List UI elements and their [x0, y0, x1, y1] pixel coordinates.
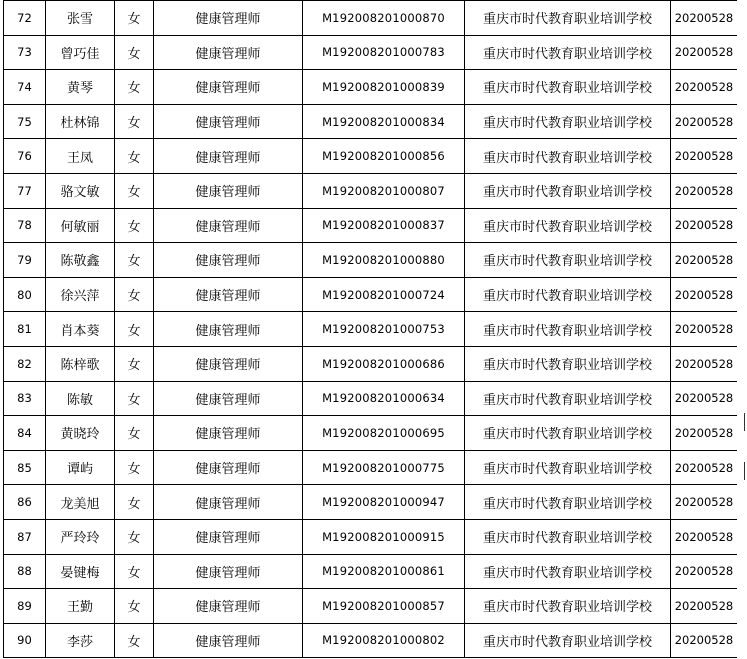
cell-number: 72 [4, 1, 46, 36]
table-row [4, 243, 738, 278]
cell-gender: 女 [115, 346, 154, 381]
page-edge [737, 0, 747, 659]
cell-certificate-number: M192008201000783 [303, 35, 465, 70]
cell-name: 王勤 [46, 589, 115, 624]
cell-occupation: 健康管理师 [154, 416, 303, 451]
cell-training-school: 重庆市时代教育职业培训学校 [465, 173, 671, 208]
cell-name: 严玲玲 [46, 519, 115, 554]
cell-training-school: 重庆市时代教育职业培训学校 [465, 589, 671, 624]
cell-occupation: 健康管理师 [154, 104, 303, 139]
cell-gender: 女 [115, 589, 154, 624]
cell-certificate-number: M192008201000686 [303, 346, 465, 381]
cell-certificate-number: M192008201000724 [303, 277, 465, 312]
cell-date: 20200528 [671, 277, 738, 312]
cell-number: 84 [4, 416, 46, 451]
roster-table [3, 0, 738, 658]
cell-gender: 女 [115, 485, 154, 520]
table-row [4, 277, 738, 312]
cell-certificate-number: M192008201000856 [303, 139, 465, 174]
cell-name: 陈敏 [46, 381, 115, 416]
edge-mark [744, 462, 745, 480]
table-row [4, 70, 738, 105]
cell-date: 20200528 [671, 485, 738, 520]
table-row [4, 416, 738, 451]
table-row [4, 450, 738, 485]
cell-number: 76 [4, 139, 46, 174]
cell-certificate-number: M192008201000861 [303, 554, 465, 589]
cell-number: 75 [4, 104, 46, 139]
cell-occupation: 健康管理师 [154, 623, 303, 658]
cell-number: 73 [4, 35, 46, 70]
cell-number: 85 [4, 450, 46, 485]
cell-number: 74 [4, 70, 46, 105]
table-row [4, 623, 738, 658]
cell-certificate-number: M192008201000634 [303, 381, 465, 416]
cell-date: 20200528 [671, 70, 738, 105]
cell-training-school: 重庆市时代教育职业培训学校 [465, 312, 671, 347]
cell-date: 20200528 [671, 623, 738, 658]
cell-certificate-number: M192008201000857 [303, 589, 465, 624]
cell-certificate-number: M192008201000870 [303, 1, 465, 36]
cell-training-school: 重庆市时代教育职业培训学校 [465, 243, 671, 278]
cell-training-school: 重庆市时代教育职业培训学校 [465, 139, 671, 174]
cell-certificate-number: M192008201000775 [303, 450, 465, 485]
cell-certificate-number: M192008201000915 [303, 519, 465, 554]
cell-date: 20200528 [671, 416, 738, 451]
cell-gender: 女 [115, 312, 154, 347]
cell-occupation: 健康管理师 [154, 277, 303, 312]
cell-number: 86 [4, 485, 46, 520]
cell-gender: 女 [115, 450, 154, 485]
cell-training-school: 重庆市时代教育职业培训学校 [465, 70, 671, 105]
cell-certificate-number: M192008201000837 [303, 208, 465, 243]
cell-date: 20200528 [671, 35, 738, 70]
edge-mark [744, 413, 745, 431]
cell-name: 何敏丽 [46, 208, 115, 243]
cell-certificate-number: M192008201000947 [303, 485, 465, 520]
cell-occupation: 健康管理师 [154, 519, 303, 554]
table-row [4, 104, 738, 139]
cell-occupation: 健康管理师 [154, 243, 303, 278]
cell-number: 78 [4, 208, 46, 243]
table-row [4, 139, 738, 174]
cell-occupation: 健康管理师 [154, 381, 303, 416]
table-row [4, 173, 738, 208]
cell-date: 20200528 [671, 1, 738, 36]
cell-gender: 女 [115, 70, 154, 105]
cell-name: 黄晓玲 [46, 416, 115, 451]
cell-gender: 女 [115, 173, 154, 208]
cell-occupation: 健康管理师 [154, 589, 303, 624]
cell-gender: 女 [115, 243, 154, 278]
table-row [4, 312, 738, 347]
cell-gender: 女 [115, 623, 154, 658]
cell-occupation: 健康管理师 [154, 208, 303, 243]
cell-date: 20200528 [671, 589, 738, 624]
cell-name: 肖本葵 [46, 312, 115, 347]
cell-training-school: 重庆市时代教育职业培训学校 [465, 519, 671, 554]
cell-gender: 女 [115, 519, 154, 554]
cell-number: 77 [4, 173, 46, 208]
cell-gender: 女 [115, 554, 154, 589]
cell-certificate-number: M192008201000807 [303, 173, 465, 208]
cell-date: 20200528 [671, 346, 738, 381]
cell-name: 陈梓歌 [46, 346, 115, 381]
cell-gender: 女 [115, 139, 154, 174]
cell-certificate-number: M192008201000839 [303, 70, 465, 105]
cell-date: 20200528 [671, 139, 738, 174]
cell-number: 79 [4, 243, 46, 278]
cell-training-school: 重庆市时代教育职业培训学校 [465, 623, 671, 658]
cell-number: 88 [4, 554, 46, 589]
cell-name: 徐兴萍 [46, 277, 115, 312]
cell-name: 骆文敏 [46, 173, 115, 208]
cell-occupation: 健康管理师 [154, 70, 303, 105]
cell-name: 陈敬鑫 [46, 243, 115, 278]
cell-gender: 女 [115, 1, 154, 36]
cell-gender: 女 [115, 208, 154, 243]
cell-number: 89 [4, 589, 46, 624]
table-row [4, 381, 738, 416]
cell-occupation: 健康管理师 [154, 139, 303, 174]
table-row [4, 485, 738, 520]
cell-name: 李莎 [46, 623, 115, 658]
cell-training-school: 重庆市时代教育职业培训学校 [465, 381, 671, 416]
cell-gender: 女 [115, 381, 154, 416]
table-row [4, 589, 738, 624]
cell-training-school: 重庆市时代教育职业培训学校 [465, 416, 671, 451]
cell-name: 黄琴 [46, 70, 115, 105]
cell-number: 83 [4, 381, 46, 416]
cell-date: 20200528 [671, 381, 738, 416]
cell-number: 90 [4, 623, 46, 658]
cell-training-school: 重庆市时代教育职业培训学校 [465, 554, 671, 589]
cell-date: 20200528 [671, 312, 738, 347]
table-row [4, 554, 738, 589]
cell-occupation: 健康管理师 [154, 450, 303, 485]
cell-number: 80 [4, 277, 46, 312]
cell-gender: 女 [115, 104, 154, 139]
cell-date: 20200528 [671, 104, 738, 139]
cell-occupation: 健康管理师 [154, 485, 303, 520]
cell-training-school: 重庆市时代教育职业培训学校 [465, 1, 671, 36]
table-row [4, 208, 738, 243]
cell-certificate-number: M192008201000834 [303, 104, 465, 139]
cell-occupation: 健康管理师 [154, 346, 303, 381]
cell-training-school: 重庆市时代教育职业培训学校 [465, 485, 671, 520]
cell-name: 杜林锦 [46, 104, 115, 139]
cell-training-school: 重庆市时代教育职业培训学校 [465, 35, 671, 70]
cell-date: 20200528 [671, 208, 738, 243]
cell-occupation: 健康管理师 [154, 554, 303, 589]
cell-date: 20200528 [671, 173, 738, 208]
cell-name: 曾巧佳 [46, 35, 115, 70]
roster-table-body [4, 1, 738, 658]
cell-number: 81 [4, 312, 46, 347]
cell-gender: 女 [115, 277, 154, 312]
cell-training-school: 重庆市时代教育职业培训学校 [465, 104, 671, 139]
cell-date: 20200528 [671, 450, 738, 485]
table-row [4, 35, 738, 70]
table-row [4, 346, 738, 381]
cell-certificate-number: M192008201000753 [303, 312, 465, 347]
cell-occupation: 健康管理师 [154, 312, 303, 347]
cell-name: 谭屿 [46, 450, 115, 485]
cell-name: 王凤 [46, 139, 115, 174]
cell-certificate-number: M192008201000695 [303, 416, 465, 451]
cell-name: 晏键梅 [46, 554, 115, 589]
cell-number: 82 [4, 346, 46, 381]
table-row [4, 1, 738, 36]
cell-name: 龙美旭 [46, 485, 115, 520]
cell-training-school: 重庆市时代教育职业培训学校 [465, 208, 671, 243]
cell-occupation: 健康管理师 [154, 173, 303, 208]
cell-gender: 女 [115, 35, 154, 70]
cell-training-school: 重庆市时代教育职业培训学校 [465, 450, 671, 485]
cell-name: 张雪 [46, 1, 115, 36]
cell-training-school: 重庆市时代教育职业培训学校 [465, 277, 671, 312]
cell-number: 87 [4, 519, 46, 554]
cell-date: 20200528 [671, 519, 738, 554]
cell-occupation: 健康管理师 [154, 1, 303, 36]
cell-gender: 女 [115, 416, 154, 451]
cell-certificate-number: M192008201000802 [303, 623, 465, 658]
table-row [4, 519, 738, 554]
cell-date: 20200528 [671, 243, 738, 278]
cell-occupation: 健康管理师 [154, 35, 303, 70]
cell-training-school: 重庆市时代教育职业培训学校 [465, 346, 671, 381]
cell-date: 20200528 [671, 554, 738, 589]
cell-certificate-number: M192008201000880 [303, 243, 465, 278]
